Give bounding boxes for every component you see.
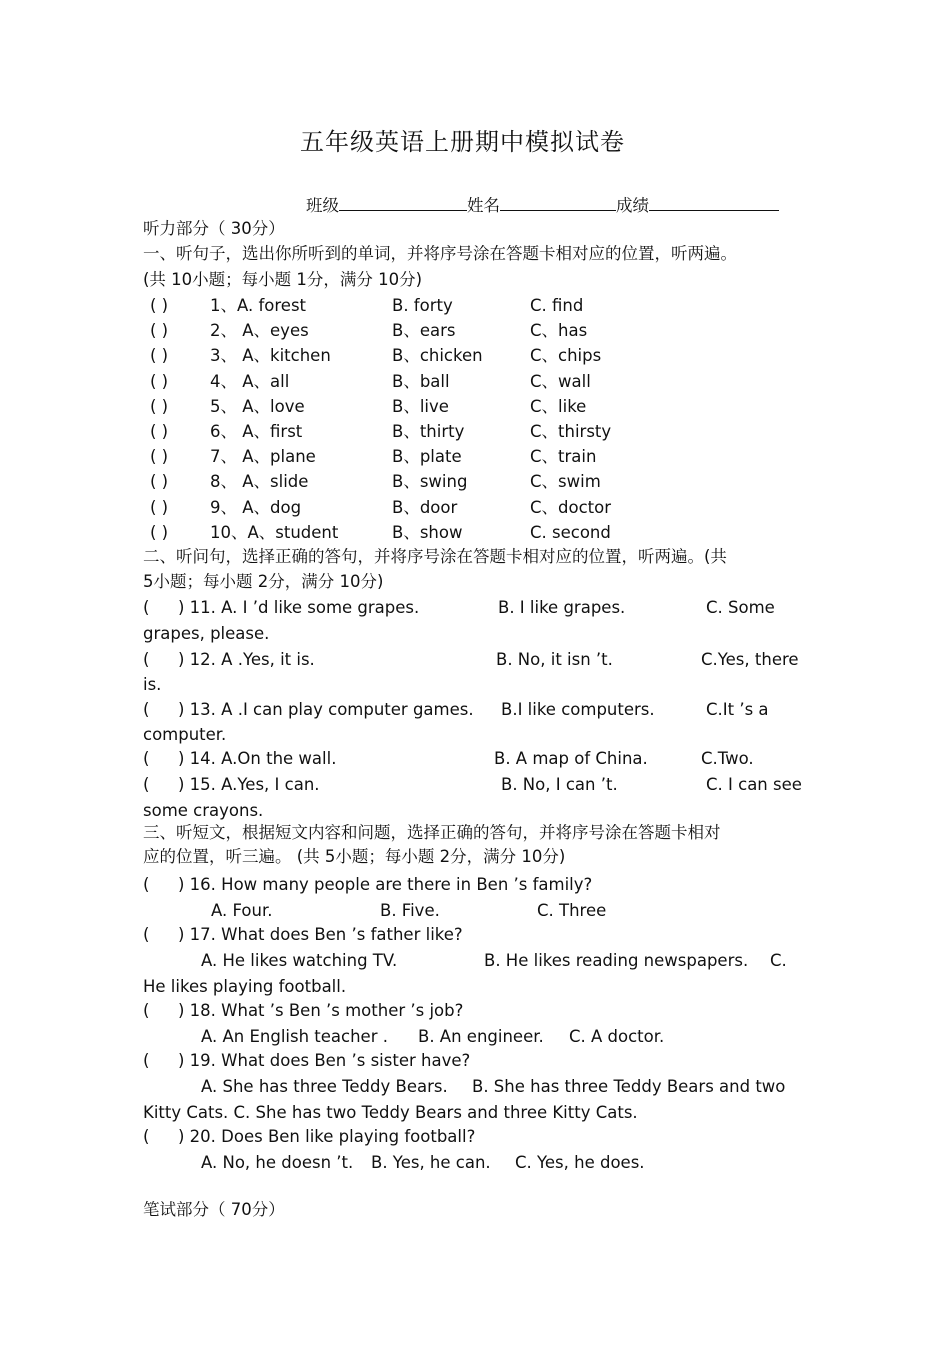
part1-option-b: B、ears	[392, 321, 456, 341]
answer-paren[interactable]: (	[143, 700, 150, 719]
part1-option-c: C、has	[530, 321, 588, 341]
answer-paren[interactable]: ( )	[150, 321, 169, 341]
q20-option-a: A. No, he doesn ’t.	[201, 1153, 354, 1172]
q13-option-c: C.It ’s a	[706, 700, 769, 719]
q15-option-b: B. No, I can ’t.	[501, 775, 618, 794]
q17-option-c: C.	[770, 951, 787, 970]
question-18: ( ) 18. What ’s Ben ’s mother ’s job?	[143, 1001, 464, 1020]
answer-paren[interactable]: ( )	[150, 371, 169, 391]
part1-option-num: 6、 A、first	[210, 422, 303, 441]
part1-option-num: 3、 A、kitchen	[210, 346, 331, 366]
answer-paren[interactable]: (	[143, 749, 150, 768]
answer-paren[interactable]: ( )	[150, 346, 169, 366]
question-12: ( ) 12. A .Yes, it is.	[143, 650, 315, 669]
listening-header: 听力部分（ 30分）	[143, 219, 285, 238]
q16-option-c: C. Three	[537, 901, 607, 920]
question-19: ( ) 19. What does Ben ’s sister have?	[143, 1051, 471, 1070]
q18-option-a: A. An English teacher .	[201, 1027, 388, 1046]
q16-option-b: B. Five.	[380, 901, 440, 920]
question-16: ( ) 16. How many people are there in Ben ’s family?	[143, 875, 593, 894]
q19-option-b: B. She has three Teddy Bears and two	[472, 1077, 786, 1096]
part1-option-b: B、door	[392, 497, 458, 517]
part3-instruction-2: 应的位置，听三遍。 (共 5小题；每小题 2分，满分 10分)	[143, 847, 566, 866]
q13-option-b: B.I like computers.	[501, 700, 655, 719]
part1-option-num: 10、A、student	[210, 522, 339, 542]
name-blank[interactable]	[500, 194, 616, 211]
q12-continuation: is.	[143, 675, 162, 694]
answer-paren[interactable]: (	[143, 598, 150, 617]
part1-option-b: B、live	[392, 396, 449, 416]
answer-paren[interactable]: (	[143, 1127, 150, 1146]
part3-instruction-1: 三、听短文，根据短文内容和问题，选择正确的答句，并将序号涂在答题卡相对	[143, 823, 721, 842]
answer-paren[interactable]: ( )	[150, 396, 169, 416]
part1-option-b: B、swing	[392, 472, 468, 492]
part1-option-num: 7、 A、plane	[210, 447, 316, 467]
q20-option-b: B. Yes, he can.	[371, 1153, 491, 1172]
q18-option-c: C. A doctor.	[569, 1027, 665, 1046]
part1-option-c: C. find	[530, 296, 584, 315]
answer-paren[interactable]: ( )	[150, 472, 169, 492]
answer-paren[interactable]: (	[143, 875, 150, 894]
part1-list	[150, 295, 850, 555]
part1-option-b: B. forty	[392, 296, 453, 315]
q19-option-a: A. She has three Teddy Bears.	[201, 1077, 448, 1096]
q15-option-c: C. I can see	[706, 775, 802, 794]
part1-option-num: 9、 A、dog	[210, 497, 302, 517]
q17-option-a: A. He likes watching TV.	[201, 951, 398, 970]
q11-continuation: grapes, please.	[143, 624, 270, 643]
question-14: ( ) 14. A.On the wall.	[143, 749, 337, 768]
part1-option-b: B、show	[392, 522, 463, 542]
question-17: ( ) 17. What does Ben ’s father like?	[143, 925, 463, 944]
q19-continuation: Kitty Cats. C. She has two Teddy Bears and three Kitty Cats.	[143, 1103, 638, 1122]
answer-paren[interactable]: ( )	[150, 296, 169, 315]
question-13: ( ) 13. A .I can play computer games.	[143, 700, 474, 719]
answer-paren[interactable]: (	[143, 1051, 150, 1070]
q12-option-b: B. No, it isn ’t.	[496, 650, 613, 669]
question-20: ( ) 20. Does Ben like playing football?	[143, 1127, 476, 1146]
part1-option-c: C、like	[530, 396, 587, 416]
part1-option-c: C. second	[530, 522, 611, 542]
q11-option-c: C. Some	[706, 598, 775, 617]
part2-instruction-1: 二、听问句，选择正确的答句，并将序号涂在答题卡相对应的位置，听两遍。(共	[143, 547, 727, 566]
part1-option-c: C、swim	[530, 472, 601, 492]
q13-continuation: computer.	[143, 725, 227, 744]
answer-paren[interactable]: (	[143, 1001, 150, 1020]
q15-continuation: some crayons.	[143, 801, 264, 820]
answer-paren[interactable]: (	[143, 650, 150, 669]
part1-option-b: B、plate	[392, 447, 462, 467]
answer-paren[interactable]: ( )	[150, 522, 169, 542]
student-info-line	[306, 194, 779, 217]
part1-option-b: B、ball	[392, 371, 450, 391]
part1-option-num: 8、 A、slide	[210, 472, 309, 492]
page-title: 五年级英语上册期中模拟试卷	[300, 128, 625, 156]
answer-paren[interactable]: (	[143, 925, 150, 944]
answer-paren[interactable]: ( )	[150, 497, 169, 517]
part1-instruction-2: (共 10小题；每小题 1分，满分 10分)	[143, 270, 423, 289]
q16-option-a: A. Four.	[211, 901, 273, 920]
part1-option-c: C、wall	[530, 371, 591, 391]
part1-option-b: B、thirty	[392, 422, 465, 441]
part1-option-num: 4、 A、all	[210, 371, 290, 391]
q14-option-b: B. A map of China.	[494, 749, 648, 768]
q14-option-c: C.Two.	[701, 749, 754, 768]
part1-option-c: C、thirsty	[530, 422, 612, 441]
q20-option-c: C. Yes, he does.	[515, 1153, 645, 1172]
score-blank[interactable]	[649, 194, 779, 211]
part1-instruction-1: 一、听句子，选出你所听到的单词，并将序号涂在答题卡相对应的位置，听两遍。	[143, 244, 737, 263]
q12-option-c: C.Yes, there	[701, 650, 799, 669]
question-15: ( ) 15. A.Yes, I can.	[143, 775, 320, 794]
question-11: ( ) 11. A. I ’d like some grapes.	[143, 598, 420, 617]
part1-option-b: B、chicken	[392, 346, 483, 366]
answer-paren[interactable]: ( )	[150, 447, 169, 467]
part1-option-c: C、train	[530, 447, 597, 467]
part1-option-c: C、chips	[530, 346, 602, 366]
answer-paren[interactable]: (	[143, 775, 150, 794]
written-header: 笔试部分（ 70分）	[143, 1200, 285, 1219]
part1-option-num: 1、A. forest	[210, 296, 307, 315]
class-label: 班级	[306, 196, 339, 215]
q18-option-b: B. An engineer.	[418, 1027, 544, 1046]
q17-continuation: He likes playing football.	[143, 977, 347, 996]
part1-option-num: 2、 A、eyes	[210, 321, 309, 341]
part2-instruction-2: 5小题；每小题 2分，满分 10分)	[143, 572, 384, 591]
q11-option-b: B. I like grapes.	[498, 598, 626, 617]
part1-option-c: C、doctor	[530, 497, 612, 517]
q17-option-b: B. He likes reading newspapers.	[484, 951, 749, 970]
part1-option-num: 5、 A、love	[210, 396, 305, 416]
score-label: 成绩	[616, 196, 649, 215]
name-label: 姓名	[467, 196, 500, 215]
answer-paren[interactable]: ( )	[150, 422, 169, 441]
class-blank[interactable]	[339, 194, 467, 211]
